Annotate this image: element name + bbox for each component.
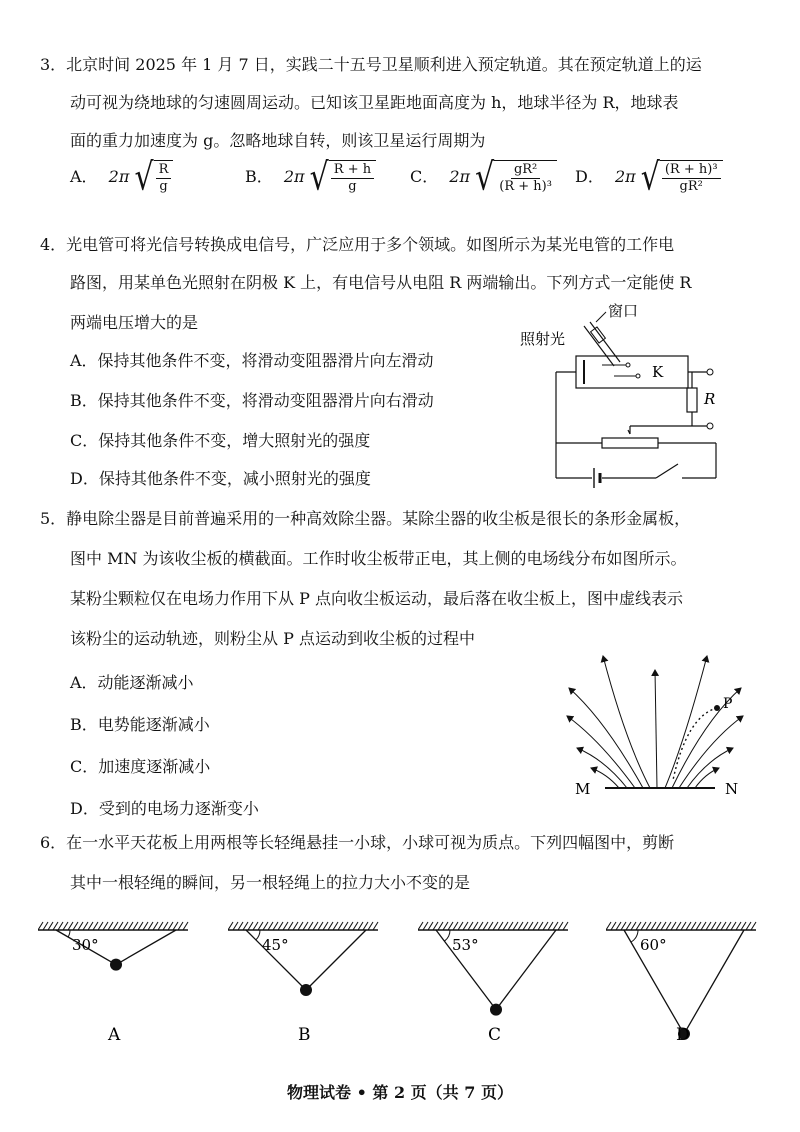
q6-line-1: 6．在一水平天花板上用两根等长轻绳悬挂一小球，小球可视为质点。下列四幅图中，剪断: [40, 833, 675, 852]
q3-option-c[interactable]: C． 2π √ $\frac{\text{gR²}}{\text{(R + h)³}}$: [410, 160, 557, 195]
angle-label: 53°: [452, 936, 479, 954]
angle-arc: [68, 930, 70, 937]
q5-label-p: P: [723, 696, 733, 712]
ball: [300, 984, 312, 996]
angle-arc: [256, 930, 260, 940]
ball: [110, 959, 122, 971]
q3-option-a[interactable]: A． 2π √ $\frac{R}{g}$: [70, 160, 173, 195]
q4-circuit-figure: [510, 298, 730, 488]
q4-option-a[interactable]: A．保持其他条件不变，将滑动变阻器滑片向左滑动: [70, 351, 434, 370]
q4-light-label: 照射光: [520, 330, 566, 348]
q6-figure-b: [228, 918, 388, 1058]
rope-right: [684, 930, 744, 1034]
q5-label-n: N: [725, 780, 739, 798]
q5-line-4: 该粉尘的运动轨迹，则粉尘从 P 点运动到收尘板的过程中: [70, 629, 475, 648]
page-footer: 物理试卷 • 第 2 页（共 7 页）: [287, 1083, 513, 1102]
q3-line-3: 面的重力加速度为 g。忽略地球自转，则该卫星运行周期为: [70, 131, 486, 150]
angle-label: 30°: [72, 936, 99, 954]
q4-option-b[interactable]: B．保持其他条件不变，将滑动变阻器滑片向右滑动: [70, 391, 434, 410]
q6-figure-c: [418, 918, 578, 1058]
figure-label: C: [488, 1025, 502, 1045]
figure-label: B: [298, 1025, 311, 1045]
q3-line-1: 3．北京时间 2025 年 1 月 7 日，实践二十五号卫星顺利进入预定轨道。其在预定轨道上的运: [40, 55, 702, 74]
angle-label: 60°: [640, 936, 667, 954]
q5-option-c[interactable]: C．加速度逐渐减小: [70, 757, 211, 776]
q5-line-1: 5．静电除尘器是目前普遍采用的一种高效除尘器。某除尘器的收尘板是很长的条形金属板，: [40, 509, 691, 528]
q4-option-c[interactable]: C．保持其他条件不变，增大照射光的强度: [70, 431, 371, 450]
ball: [490, 1004, 502, 1016]
q3-line-2: 动可视为绕地球的匀速圆周运动。已知该卫星距地面高度为 h，地球半径为 R，地球表: [70, 93, 679, 112]
q3-option-d[interactable]: D． 2π √ $\frac{\text{(R + h)³}}{\text{gR²}}$: [575, 160, 723, 195]
q3-option-b[interactable]: B． 2π √ $\frac{R + h}{g}$: [245, 160, 376, 195]
q6-figure-d: [606, 918, 766, 1058]
q4-cathode-label: K: [652, 363, 664, 381]
q5-option-a[interactable]: A．动能逐渐减小: [70, 673, 194, 692]
rope-right: [496, 930, 556, 1010]
angle-arc: [631, 930, 638, 942]
q5-option-d[interactable]: D．受到的电场力逐渐变小: [70, 799, 259, 818]
q6-line-2: 其中一根轻绳的瞬间，另一根轻绳上的拉力大小不变的是: [70, 873, 471, 892]
q5-field-figure: [555, 650, 755, 800]
q5-line-2: 图中 MN 为该收尘板的横截面。工作时收尘板带正电，其上侧的电场线分布如图所示。: [70, 549, 687, 568]
q4-line-2: 路图，用某单色光照射在阴极 K 上，有电信号从电阻 R 两端输出。下列方式一定能使 R: [70, 273, 692, 292]
q5-line-3: 某粉尘颗粒仅在电场力作用下从 P 点向收尘板运动，最后落在收尘板上，图中虚线表示: [70, 589, 683, 608]
q4-window-label: 窗口: [608, 302, 639, 320]
q5-option-b[interactable]: B．电势能逐渐减小: [70, 715, 210, 734]
figure-label: D: [676, 1025, 690, 1045]
rope-right: [306, 930, 366, 990]
q6-figure-a: [38, 918, 198, 1058]
q4-line-1: 4．光电管可将光信号转换成电信号，广泛应用于多个领域。如图所示为某光电管的工作电: [40, 235, 675, 254]
angle-label: 45°: [262, 936, 289, 954]
q4-option-d[interactable]: D．保持其他条件不变，减小照射光的强度: [70, 469, 371, 488]
rope-right: [116, 930, 176, 965]
q4-resistor-label: R: [704, 390, 716, 408]
q5-label-m: M: [575, 780, 591, 798]
angle-arc: [444, 930, 450, 941]
q4-line-3: 两端电压增大的是: [70, 313, 199, 332]
figure-label: A: [108, 1025, 121, 1045]
